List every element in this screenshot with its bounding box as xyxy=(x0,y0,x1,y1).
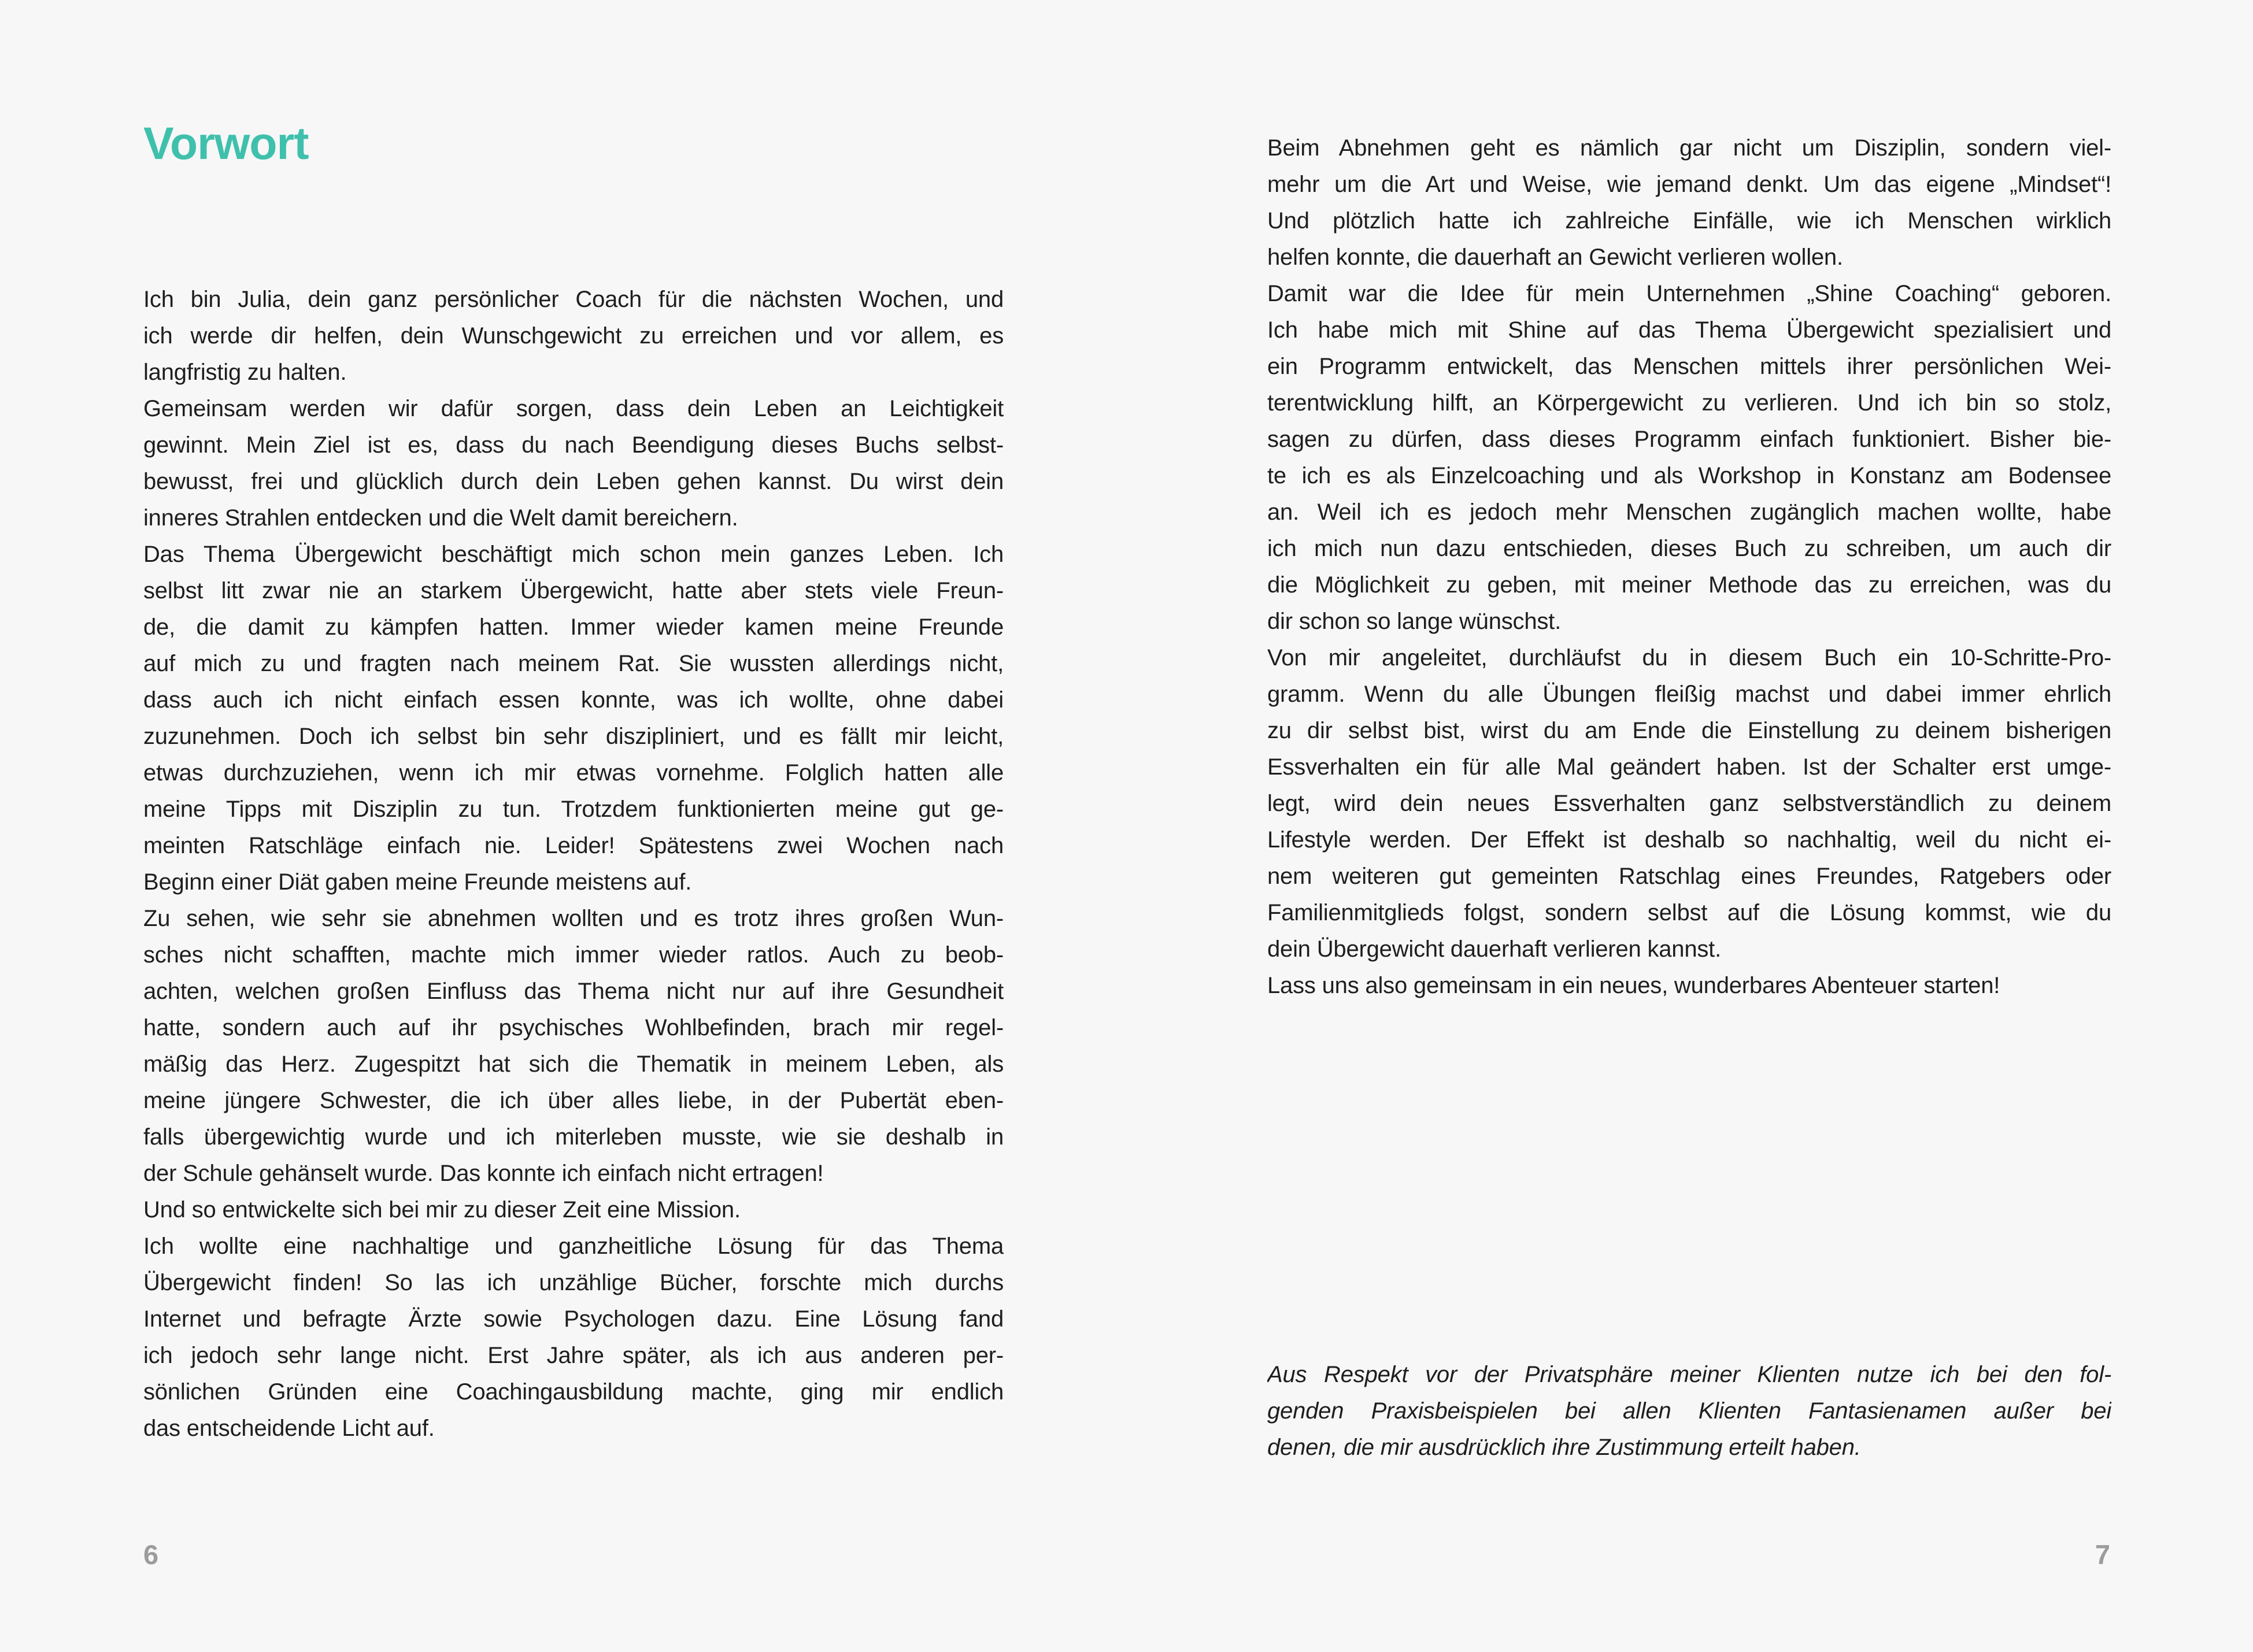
text-line: Zu sehen, wie sehr sie abnehmen wollten und es trotz ihres großen Wun- xyxy=(143,906,1004,931)
text-line: Gemeinsam werden wir dafür sorgen, dass dein Leben an Leichtigkeit xyxy=(143,396,1004,421)
text-line: meine Tipps mit Disziplin zu tun. Trotzdem funktionierten meine gut ge- xyxy=(143,797,1004,822)
text-line: dir schon so lange wünschst. xyxy=(1267,609,1562,634)
page-number-left: 6 xyxy=(143,1539,159,1570)
text-line: Beginn einer Diät gaben meine Freunde meistens auf. xyxy=(143,869,692,895)
text-line: hatte, sondern auch auf ihr psychisches Wohlbefinden, brach mir regel- xyxy=(143,1015,1004,1040)
text-line: die Möglichkeit zu geben, mit meiner Methode das zu erreichen, was du xyxy=(1267,572,2111,598)
text-line: Ich bin Julia, dein ganz persönlicher Coach für die nächsten Wochen, und xyxy=(143,287,1004,312)
text-line: Beim Abnehmen geht es nämlich gar nicht um Disziplin, sondern viel- xyxy=(1267,135,2111,161)
text-line: mäßig das Herz. Zugespitzt hat sich die Thematik in meinem Leben, als xyxy=(143,1051,1004,1077)
text-line: sönlichen Gründen eine Coachingausbildung machte, ging mir endlich xyxy=(143,1379,1004,1405)
paragraph xyxy=(1267,640,2111,968)
page-title: Vorwort xyxy=(143,117,309,169)
text-line: das entscheidende Licht auf. xyxy=(143,1416,435,1441)
text-line: nem weiteren gut gemeinten Ratschlag eines Freundes, Ratgebers oder xyxy=(1267,864,2111,889)
text-line: Lass uns also gemeinsam in ein neues, wunderbares Abenteuer starten! xyxy=(1267,973,2000,998)
text-line: dein Übergewicht dauerhaft verlieren kannst. xyxy=(1267,936,1721,962)
text-line: sches nicht schafften, machte mich immer wieder ratlos. Auch zu beob- xyxy=(143,942,1004,968)
text-line: achten, welchen großen Einfluss das Thema nicht nur auf ihre Gesundheit xyxy=(143,979,1004,1004)
text-line: etwas durchzuziehen, wenn ich mir etwas vornehme. Folglich hatten alle xyxy=(143,760,1004,786)
text-line: ich jedoch sehr lange nicht. Erst Jahre später, als ich aus anderen per- xyxy=(143,1343,1004,1368)
text-line: Lifestyle werden. Der Effekt ist deshalb so nachhaltig, weil du nicht ei- xyxy=(1267,827,2111,853)
page-number-right: 7 xyxy=(2095,1539,2110,1570)
text-line: genden Praxisbeispielen bei allen Klienten Fantasienamen außer bei xyxy=(1267,1398,2111,1424)
text-line: Internet und befragte Ärzte sowie Psychologen dazu. Eine Lösung fand xyxy=(143,1306,1004,1332)
text-line: Das Thema Übergewicht beschäftigt mich schon mein ganzes Leben. Ich xyxy=(143,542,1004,567)
text-line: Und plötzlich hatte ich zahlreiche Einfälle, wie ich Menschen wirklich xyxy=(1267,208,2111,234)
text-line: Von mir angeleitet, durchläufst du in diesem Buch ein 10-Schritte-Pro- xyxy=(1267,645,2111,671)
text-line: Familienmitglieds folgst, sondern selbst auf die Lösung kommst, wie du xyxy=(1267,900,2111,925)
text-line: Damit war die Idee für mein Unternehmen „Shine Coaching“ geboren. xyxy=(1267,281,2111,306)
paragraph xyxy=(1267,276,2111,640)
text-line: mehr um die Art und Weise, wie jemand denkt. Um das eigene „Mindset“! xyxy=(1267,172,2111,197)
paragraph xyxy=(1267,968,2111,1004)
privacy-note-italic xyxy=(1267,1357,2111,1466)
text-line: zu dir selbst bist, wirst du am Ende die Einstellung zu deinem bisherigen xyxy=(1267,718,2111,743)
text-line: Und so entwickelte sich bei mir zu dieser Zeit eine Mission. xyxy=(143,1197,741,1223)
text-line: gewinnt. Mein Ziel ist es, dass du nach Beendigung dieses Buchs selbst- xyxy=(143,432,1004,458)
text-line: sagen zu dürfen, dass dieses Programm einfach funktioniert. Bisher bie- xyxy=(1267,427,2111,452)
text-line: bewusst, frei und glücklich durch dein Leben gehen kannst. Du wirst dein xyxy=(143,469,1004,494)
text-line: auf mich zu und fragten nach meinem Rat. Sie wussten allerdings nicht, xyxy=(143,651,1004,676)
text-line: helfen konnte, die dauerhaft an Gewicht verlieren wollen. xyxy=(1267,245,1843,270)
paragraph xyxy=(1267,1357,2111,1466)
text-line: de, die damit zu kämpfen hatten. Immer wieder kamen meine Freunde xyxy=(143,614,1004,640)
right-page-body xyxy=(1267,130,2111,1004)
text-line: selbst litt zwar nie an starkem Übergewicht, hatte aber stets viele Freun- xyxy=(143,578,1004,603)
text-line: terentwicklung hilft, an Körpergewicht zu verlieren. Und ich bin so stolz, xyxy=(1267,390,2111,416)
text-line: falls übergewichtig wurde und ich miterleben musste, wie sie deshalb in xyxy=(143,1124,1004,1150)
text-line: ich werde dir helfen, dein Wunschgewicht zu erreichen und vor allem, es xyxy=(143,323,1004,349)
text-line: an. Weil ich es jedoch mehr Menschen zugänglich machen wollte, habe xyxy=(1267,499,2111,525)
text-line: ich mich nun dazu entschieden, dieses Buch zu schreiben, um auch dir xyxy=(1267,536,2111,561)
text-line: Ich wollte eine nachhaltige und ganzheitliche Lösung für das Thema xyxy=(143,1234,1004,1259)
text-line: dass auch ich nicht einfach essen konnte, was ich wollte, ohne dabei xyxy=(143,687,1004,713)
text-line: meine jüngere Schwester, die ich über alles liebe, in der Pubertät eben- xyxy=(143,1088,1004,1113)
text-line: te ich es als Einzelcoaching und als Workshop in Konstanz am Bodensee xyxy=(1267,463,2111,488)
text-line: Essverhalten ein für alle Mal geändert haben. Ist der Schalter erst umge- xyxy=(1267,754,2111,780)
text-line: legt, wird dein neues Essverhalten ganz selbstverständlich zu deinem xyxy=(1267,791,2111,816)
text-line: Ich habe mich mit Shine auf das Thema Übergewicht spezialisiert und xyxy=(1267,317,2111,343)
text-line: Aus Respekt vor der Privatsphäre meiner Klienten nutze ich bei den fol- xyxy=(1267,1362,2111,1387)
text-line: inneres Strahlen entdecken und die Welt damit bereichern. xyxy=(143,505,738,531)
text-line: gramm. Wenn du alle Übungen fleißig machst und dabei immer ehrlich xyxy=(1267,681,2111,707)
text-line: zuzunehmen. Doch ich selbst bin sehr diszipliniert, und es fällt mir leicht, xyxy=(143,724,1004,749)
text-line: langfristig zu halten. xyxy=(143,360,347,385)
text-line: Übergewicht finden! So las ich unzählige Bücher, forschte mich durchs xyxy=(143,1270,1004,1295)
text-line: der Schule gehänselt wurde. Das konnte ich einfach nicht ertragen! xyxy=(143,1161,824,1186)
text-line: denen, die mir ausdrücklich ihre Zustimmung erteilt haben. xyxy=(1267,1435,1861,1460)
text-line: meinten Ratschläge einfach nie. Leider! Spätestens zwei Wochen nach xyxy=(143,833,1004,858)
paragraph xyxy=(1267,130,2111,276)
text-line: ein Programm entwickelt, das Menschen mittels ihrer persönlichen Wei- xyxy=(1267,354,2111,379)
